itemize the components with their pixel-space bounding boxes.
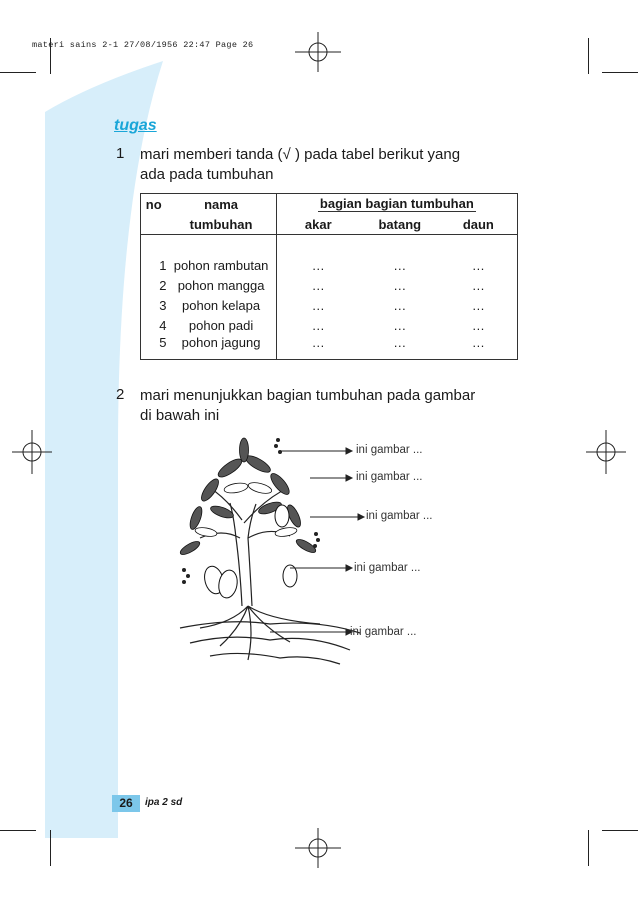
row-akar: …: [276, 275, 360, 295]
callout-label: ini gambar ...: [366, 510, 433, 522]
row-no: 2: [141, 275, 167, 295]
callout-label: ini gambar ...: [350, 626, 417, 638]
row-daun: …: [440, 335, 518, 360]
row-name: pohon kelapa: [182, 297, 261, 313]
row-name: pohon jagung: [166, 335, 276, 360]
row-batang: …: [360, 335, 440, 360]
header-batang: batang: [360, 214, 440, 235]
header-group: [276, 194, 517, 215]
question-1-line-2: ada pada tumbuhan: [140, 166, 274, 183]
table-row: [141, 335, 518, 360]
row-batang: …: [393, 277, 407, 293]
question-1-number: 1: [116, 145, 125, 162]
row-no: 1: [141, 255, 167, 275]
row-no: 5: [141, 335, 167, 360]
callout-lines: [270, 440, 370, 640]
print-slug: materi sains 2-1 27/08/1956 22:47 Page 26: [32, 40, 254, 50]
row-daun: …: [440, 295, 518, 315]
callout-label: ini gambar ...: [354, 562, 421, 574]
header-daun: daun: [440, 214, 518, 235]
header-no: no: [141, 194, 167, 215]
table-row: [141, 315, 518, 335]
plant-parts-table: [140, 193, 518, 360]
callout-label: ini gambar ...: [356, 444, 423, 456]
row-name: pohon rambutan: [173, 257, 269, 273]
header-group-label: bagian bagian tumbuhan: [319, 196, 474, 211]
table-row: [141, 255, 518, 275]
row-no: 4: [141, 315, 167, 335]
table-row: [141, 275, 518, 295]
row-akar: …: [276, 295, 360, 315]
question-2-line-2: di bawah ini: [140, 407, 220, 424]
row-daun: …: [440, 275, 518, 295]
row-akar: …: [276, 315, 360, 335]
registration-mark-bottom: [295, 828, 341, 868]
row-batang: …: [393, 317, 407, 333]
row-daun: …: [440, 315, 518, 335]
row-daun: …: [440, 255, 518, 275]
row-no: 3: [141, 295, 167, 315]
question-2-text: [140, 386, 475, 426]
row-name: pohon padi: [188, 317, 254, 333]
header-nama-1: nama: [166, 194, 276, 215]
row-akar: …: [276, 335, 360, 360]
header-nama-2: tumbuhan: [166, 214, 276, 235]
section-title: tugas: [114, 117, 157, 134]
callout-label: ini gambar ...: [356, 471, 423, 483]
row-batang: …: [393, 257, 407, 273]
question-2-line-1: mari menunjukkan bagian tumbuhan pada gambar: [140, 387, 476, 404]
registration-mark-top: [295, 32, 341, 72]
header-akar: akar: [276, 214, 360, 235]
registration-mark-left: [12, 430, 52, 474]
question-1-text: [140, 145, 460, 185]
row-name: pohon mangga: [177, 277, 265, 293]
registration-mark-right: [586, 430, 626, 474]
row-akar: …: [276, 255, 360, 275]
question-2-number: 2: [116, 386, 125, 403]
question-1-line-1: mari memberi tanda (√ ) pada tabel berikut yang: [140, 146, 461, 163]
row-batang: …: [393, 297, 407, 313]
footer-label: ipa 2 sd: [145, 797, 183, 808]
table-row: [141, 295, 518, 315]
page-number: 26: [112, 795, 140, 812]
